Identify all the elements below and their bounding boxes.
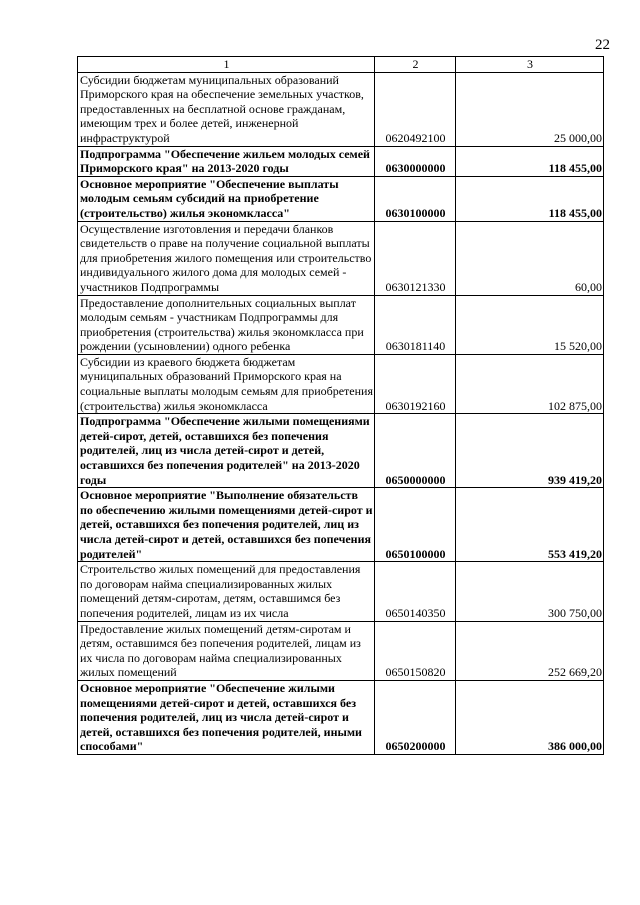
row-amount: 118 455,00 bbox=[456, 146, 604, 176]
row-code: 0630181140 bbox=[375, 295, 456, 354]
budget-table bbox=[77, 56, 604, 755]
row-amount: 118 455,00 bbox=[456, 176, 604, 221]
row-description: Осуществление изготовления и передачи бланков свидетельств о праве на получение социальной выплаты для приобретения жилого помещения или строительство индивидуального жилого дома для молодых семей - участников Подпрограммы bbox=[78, 221, 375, 295]
table-row bbox=[78, 488, 604, 562]
table-row bbox=[78, 621, 604, 680]
row-description: Предоставление дополнительных социальных выплат молодым семьям - участникам Подпрограммы для приобретения (строительства) жилья экономкласса при рождении (усыновлении) одного ребенка bbox=[78, 295, 375, 354]
row-description: Подпрограмма "Обеспечение жильем молодых семей Приморского края" на 2013-2020 годы bbox=[78, 146, 375, 176]
table-row bbox=[78, 354, 604, 413]
row-code: 0650140350 bbox=[375, 562, 456, 621]
table-row bbox=[78, 221, 604, 295]
row-description: Субсидии из краевого бюджета бюджетам муниципальных образований Приморского края на социальные выплаты молодым семьям для приобретения (строительства) жилья экономкласса bbox=[78, 354, 375, 413]
row-amount: 939 419,20 bbox=[456, 414, 604, 488]
header-col-1: 1 bbox=[78, 57, 375, 73]
row-description: Предоставление жилых помещений детям-сиротам и детям, оставшимся без попечения родителей, лицам из их числа по договорам найма специализированных жилых помещений bbox=[78, 621, 375, 680]
row-code: 0650100000 bbox=[375, 488, 456, 562]
row-amount: 15 520,00 bbox=[456, 295, 604, 354]
row-description: Основное мероприятие "Обеспечение жилыми помещениями детей-сирот и детей, оставшихся без попечения родителей, лиц из числа детей-сирот и детей, оставшихся без попечения родителей, иными способами" bbox=[78, 680, 375, 754]
row-amount: 60,00 bbox=[456, 221, 604, 295]
header-col-2: 2 bbox=[375, 57, 456, 73]
row-description: Субсидии бюджетам муниципальных образований Приморского края на обеспечение земельных участков, предоставленных на бесплатной основе гражданам, имеющим трех и более детей, инженерной инфраструктурой bbox=[78, 72, 375, 146]
row-amount: 252 669,20 bbox=[456, 621, 604, 680]
row-code: 0650000000 bbox=[375, 414, 456, 488]
row-amount: 386 000,00 bbox=[456, 680, 604, 754]
row-amount: 300 750,00 bbox=[456, 562, 604, 621]
row-amount: 102 875,00 bbox=[456, 354, 604, 413]
row-code: 0630192160 bbox=[375, 354, 456, 413]
page-number: 22 bbox=[595, 37, 610, 53]
table-row bbox=[78, 562, 604, 621]
row-description: Подпрограмма "Обеспечение жилыми помещениями детей-сирот, детей, оставшихся без попечения родителей, лиц из числа детей-сирот и детей, оставшихся без попечения родителей" на 2013-2020 годы bbox=[78, 414, 375, 488]
row-code: 0650150820 bbox=[375, 621, 456, 680]
row-amount: 25 000,00 bbox=[456, 72, 604, 146]
table-body bbox=[78, 72, 604, 754]
table-row bbox=[78, 146, 604, 176]
table-row bbox=[78, 72, 604, 146]
row-description: Основное мероприятие "Обеспечение выплаты молодым семьям субсидий на приобретение (строительство) жилья экономкласса" bbox=[78, 176, 375, 221]
table-row bbox=[78, 414, 604, 488]
row-code: 0620492100 bbox=[375, 72, 456, 146]
table-row bbox=[78, 295, 604, 354]
header-col-3: 3 bbox=[456, 57, 604, 73]
header-row bbox=[78, 57, 604, 73]
table-row bbox=[78, 680, 604, 754]
row-code: 0650200000 bbox=[375, 680, 456, 754]
table-row bbox=[78, 176, 604, 221]
row-description: Основное мероприятие "Выполнение обязательств по обеспечению жилыми помещениями детей-сирот и детей, оставшихся без попечения родителей, лиц из числа детей-сирот и детей, оставшихся без попечения родителей" bbox=[78, 488, 375, 562]
row-code: 0630100000 bbox=[375, 176, 456, 221]
table-header bbox=[78, 57, 604, 73]
row-code: 0630000000 bbox=[375, 146, 456, 176]
row-code: 0630121330 bbox=[375, 221, 456, 295]
row-description: Строительство жилых помещений для предоставления по договорам найма специализированных жилых помещений детям-сиротам, детям, оставшимся без попечения родителей, лицам из их числа bbox=[78, 562, 375, 621]
row-amount: 553 419,20 bbox=[456, 488, 604, 562]
